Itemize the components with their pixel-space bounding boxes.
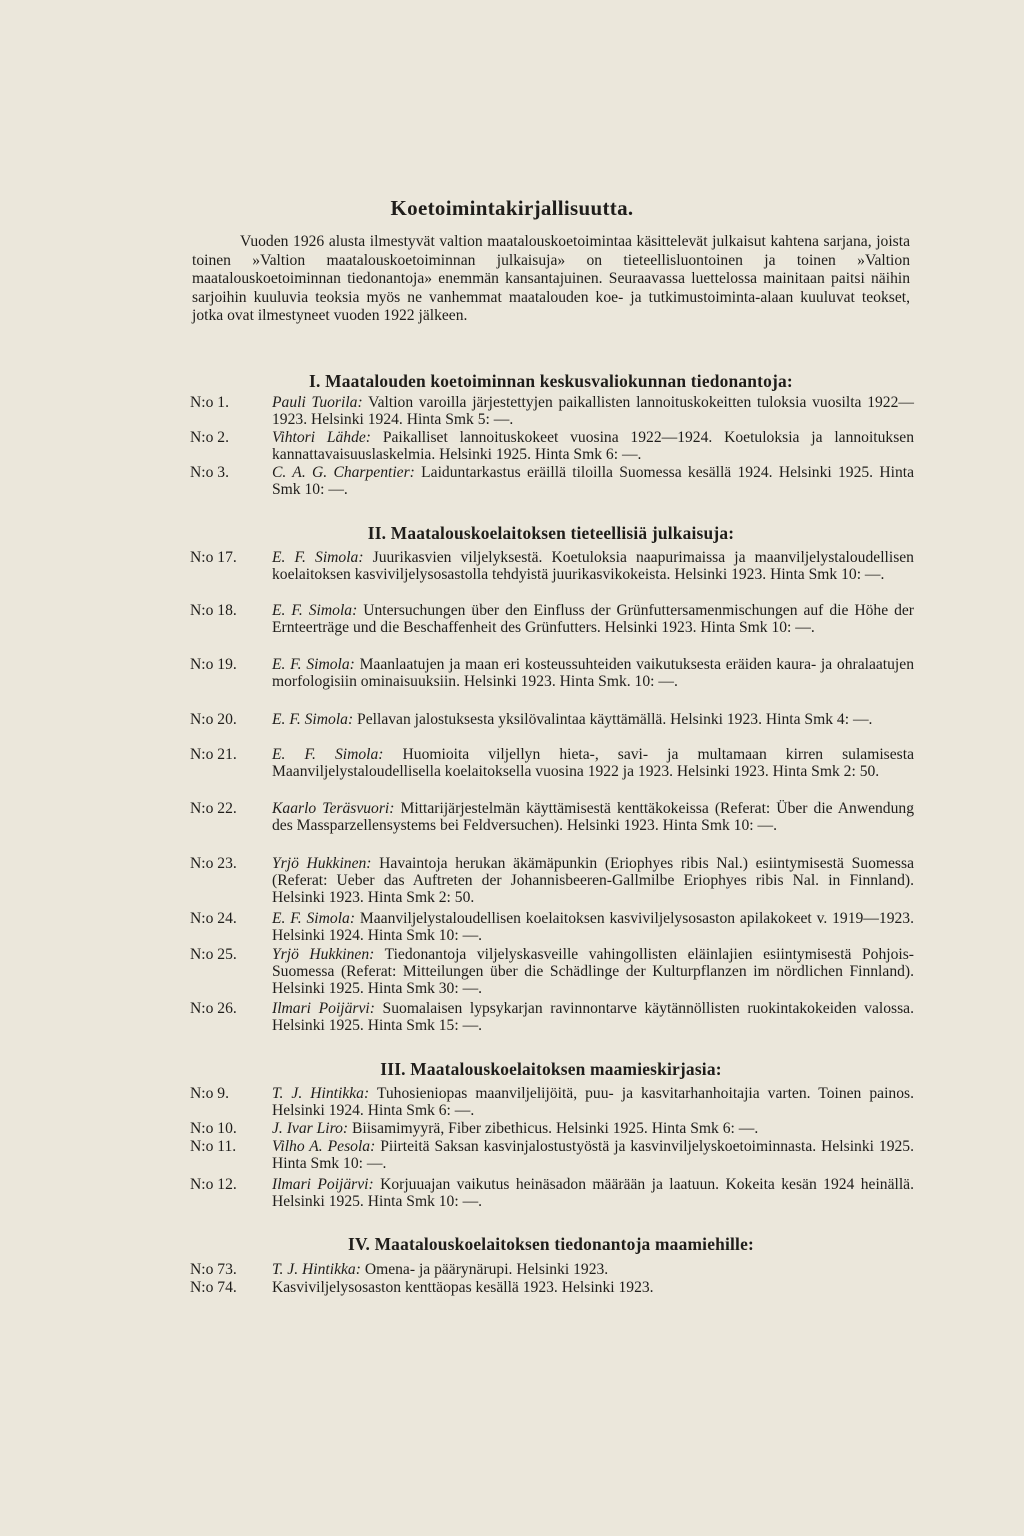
list-item [190, 1261, 914, 1278]
entry-number: N:o 9. [190, 1085, 229, 1102]
entry-text: Omena- ja päärynärupi. Helsinki 1923. [360, 1261, 609, 1278]
list-item [190, 464, 914, 498]
list-item [190, 946, 914, 998]
entry-text: Tuhosieniopas maanviljelijöitä, puu- ja kasvitarhanhoitajia varten. Toinen painos. Helsinki 1924. Hinta Smk 6: —. [272, 1085, 914, 1120]
entry-author: E. F. Simola: [272, 602, 358, 619]
entry-author: J. Ivar Liro: [272, 1120, 349, 1137]
list-item [190, 656, 914, 690]
list-item [190, 549, 914, 583]
entry-text: Valtion varoilla järjestettyjen paikallisten lannoituskokeitten tuloksia vuosilta 1922—1923. Helsinki 1924. Hinta Smk 5: —. [272, 394, 914, 429]
list-item [190, 1279, 914, 1296]
entry-number: N:o 26. [190, 1000, 237, 1017]
entry-number: N:o 24. [190, 910, 237, 927]
entry-author: T. J. Hintikka: [272, 1261, 361, 1278]
entry-number: N:o 22. [190, 800, 237, 817]
list-item [190, 910, 914, 944]
list-item [190, 711, 914, 728]
entry-text: Suomalaisen lypsykarjan ravinnontarve käytännöllisten ruokintakokeiden valossa. Helsinki 1925. Hinta Smk 15: —. [272, 1000, 914, 1035]
entry-author: Vihtori Lähde: [272, 429, 372, 446]
entry-text: Maanlaatujen ja maan eri kosteussuhteiden vaikutuksesta eräiden kaura- ja ohralaatujen morfologisiin ominaisuuksiin. Helsinki 1923. Hinta Smk. 10: —. [272, 656, 914, 691]
entry-author: Yrjö Hukkinen: [272, 946, 375, 963]
entry-number: N:o 19. [190, 656, 237, 673]
section-heading-1: I. Maatalouden koetoiminnan keskusvaliokunnan tiedonantoja: [309, 371, 793, 391]
entry-number: N:o 20. [190, 711, 237, 728]
list-item [190, 1176, 914, 1210]
entry-text: Tiedonantoja viljelyskasveille vahingollisten eläinlajien esiintymisestä Pohjois-Suomessa (Referat: Mitteilungen über die Schädlinge der Kulturpflanzen im nördlichen Finnland). Helsinki 1925. Hinta Smk 30: —. [272, 946, 914, 998]
entry-text: Mittarijärjestelmän käyttämisestä kenttäkokeissa (Referat: Über die Anwendung des Massparzellensystems bei Feldversuchen). Helsinki 1923. Hinta Smk 10: —. [272, 800, 914, 835]
entry-author: E. F. Simola: [272, 711, 354, 728]
entry-number: N:o 12. [190, 1176, 237, 1193]
list-item [190, 1120, 914, 1137]
entry-number: N:o 17. [190, 549, 237, 566]
intro-paragraph: Vuoden 1926 alusta ilmestyvät valtion maatalouskoetoimintaa käsittelevät julkaisut kahtena sarjana, joista toinen »Valtion maatalouskoetoiminnan julkaisuja» on tieteellisluontoinen ja toinen »Valtion maatalouskoetoiminnan tiedonantoja» enemmän kansantajuinen. Seuraavassa luettelossa mainitaan paitsi näihin sarjoihin kuuluvia teoksia myös ne vanhemmat maatalouden koe- ja tutkimustoiminta-alaan kuuluvat teokset, jotka ovat ilmestyneet vuoden 1922 jälkeen. [192, 233, 910, 325]
entry-number: N:o 2. [190, 429, 229, 446]
list-item [190, 602, 914, 636]
entry-author: C. A. G. Charpentier: [272, 464, 415, 481]
entry-text: Laiduntarkastus eräillä tiloilla Suomessa kesällä 1924. Helsinki 1925. Hinta Smk 10: —. [272, 464, 914, 499]
entry-author: Ilmari Poijärvi: [272, 1176, 374, 1193]
entry-number: N:o 25. [190, 946, 237, 963]
entry-author: Kaarlo Teräsvuori: [272, 800, 395, 817]
entry-text: Kasviviljelysosaston kenttäopas kesällä 1923. Helsinki 1923. [272, 1279, 654, 1296]
list-item [190, 1000, 914, 1034]
section-heading-3: III. Maatalouskoelaitoksen maamieskirjasia: [380, 1059, 722, 1079]
entry-number: N:o 21. [190, 746, 237, 763]
section-heading-2: II. Maatalouskoelaitoksen tieteellisiä julkaisuja: [367, 523, 735, 543]
entry-number: N:o 3. [190, 464, 229, 481]
entry-author: E. F. Simola: [272, 656, 355, 673]
entry-number: N:o 74. [190, 1279, 237, 1296]
list-item [190, 1085, 914, 1119]
entry-text: Pellavan jalostuksesta yksilövalintaa käyttämällä. Helsinki 1923. Hinta Smk 4: —. [353, 711, 873, 728]
entry-author: Ilmari Poijärvi: [272, 1000, 375, 1017]
entry-author: Pauli Tuorila: [272, 394, 363, 411]
list-item [190, 800, 914, 834]
entry-text: Havaintoja herukan äkämäpunkin (Eriophyes ribis Nal.) esiintymisestä Suomessa (Referat: Ueber das Auftreten der Johannisbeeren-Gallmilbe Eriophyes ribis Nal. in Finnland). Helsinki 1923. Hinta Smk 2: 50. [272, 855, 914, 907]
entry-number: N:o 1. [190, 394, 229, 411]
entry-text: Piirteitä Saksan kasvinjalostustyöstä ja kasvinviljelyskoetoiminnasta. Helsinki 1925. Hinta Smk 10: —. [272, 1138, 914, 1173]
entry-author: E. F. Simola: [272, 910, 356, 927]
list-item [190, 1138, 914, 1172]
entry-author: T. J. Hintikka: [272, 1085, 370, 1102]
entry-text: Maanviljelystaloudellisen koelaitoksen kasviviljelysosaston apilakokeet v. 1919—1923. Helsinki 1924. Hinta Smk 10: —. [272, 910, 914, 945]
section-heading-4: IV. Maatalouskoelaitoksen tiedonantoja maamiehille: [347, 1234, 754, 1254]
list-item [190, 394, 914, 428]
entry-number: N:o 73. [190, 1261, 237, 1278]
list-item [190, 855, 914, 907]
entry-text: Biisamimyyrä, Fiber zibethicus. Helsinki 1925. Hinta Smk 6: —. [348, 1120, 759, 1137]
entry-number: N:o 11. [190, 1138, 237, 1155]
entry-number: N:o 18. [190, 602, 237, 619]
entry-text: Juurikasvien viljelyksestä. Koetuloksia naapurimaissa ja maanviljelystaloudellisen koelaitoksen kasviviljelysosastolla tehdyistä juurikasvikokeista. Helsinki 1923. Hinta Smk 10: —. [272, 549, 914, 584]
list-item [190, 429, 914, 463]
entry-author: E. F. Simola: [272, 746, 384, 763]
entry-author: E. F. Simola: [272, 549, 364, 566]
entry-number: N:o 10. [190, 1120, 237, 1137]
entry-author: Vilho A. Pesola: [272, 1138, 376, 1155]
list-item [190, 746, 914, 780]
entry-text: Untersuchungen über den Einfluss der Grünfuttersamenmischungen auf die Höhe der Ernteerträge und die Beschaffenheit des Grünfutters. Helsinki 1923. Hinta Smk 10: —. [272, 602, 914, 637]
page-title: Koetoimintakirjallisuutta. [390, 196, 634, 220]
entry-text: Huomioita viljellyn hieta-, savi- ja multamaan kirren sulamisesta Maanviljelystaloudellisella koelaitoksella vuosina 1922 ja 1923. Helsinki 1923. Hinta Smk 2: 50. [272, 746, 914, 781]
entry-author: Yrjö Hukkinen: [272, 855, 372, 872]
entry-text: Paikalliset lannoituskokeet vuosina 1922—1924. Koetuloksia ja lannoituksen kannattavaisuuslaskelmia. Helsinki 1925. Hinta Smk 6: —. [272, 429, 915, 464]
entry-number: N:o 23. [190, 855, 237, 872]
entry-text: Korjuuajan vaikutus heinäsadon määrään ja laatuun. Kokeita kesän 1924 heinällä. Helsinki 1925. Hinta Smk 10: —. [272, 1176, 914, 1211]
